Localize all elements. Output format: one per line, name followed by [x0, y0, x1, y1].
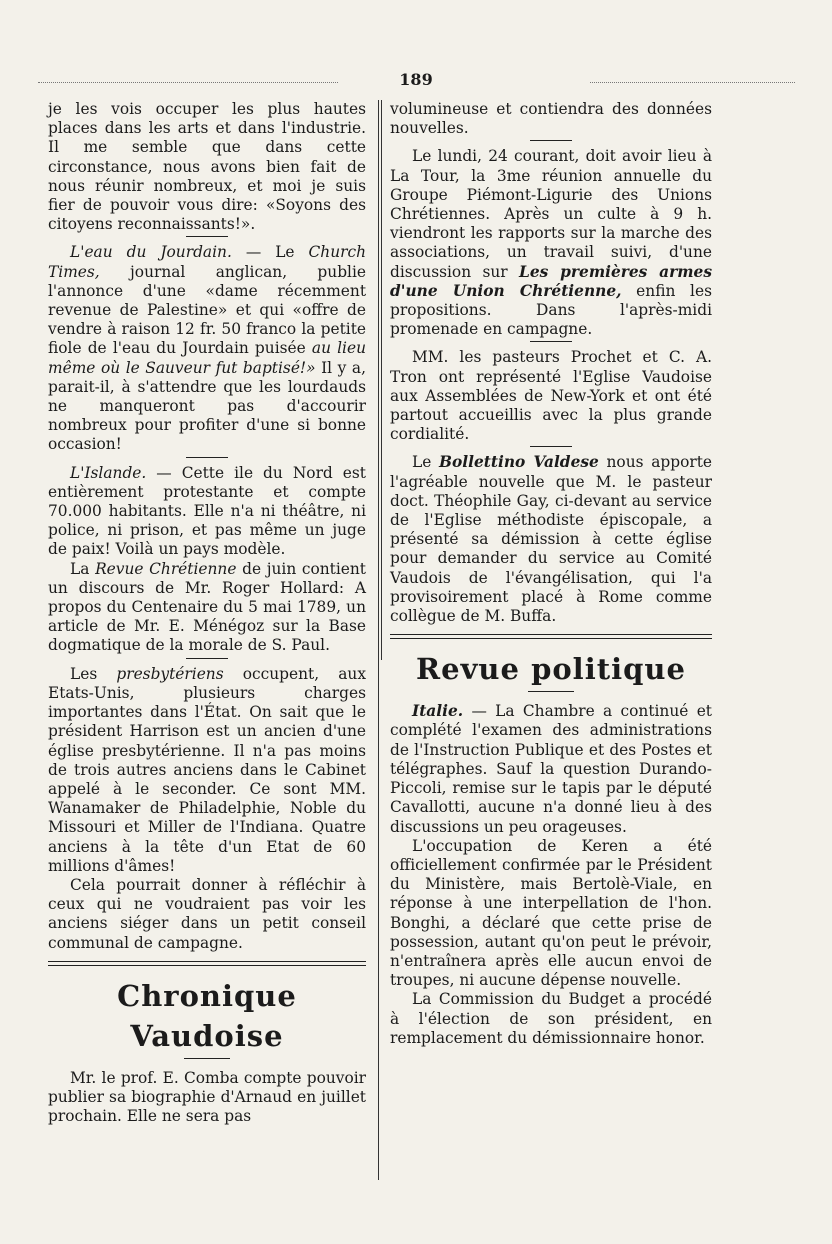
article-gay	[390, 453, 712, 626]
paragraph: L'occupation de Keren a été officiellement confirmée par le Président du Ministère, mais Bertolè-Viale, en réponse à une interpellation de l'hon. Bonghi, a déclaré que cette prise de possession, autant qu'on peut le prévoir, n'entraînera après elle aucun envoi de troupes, ni aucune dépense nouvelle.	[390, 836, 712, 990]
article-islande	[48, 464, 366, 560]
section-title-revue: Revue politique	[416, 652, 686, 687]
double-rule	[390, 634, 712, 639]
article-presbyteriens	[48, 665, 366, 876]
separator	[184, 1058, 230, 1059]
article-unions	[390, 147, 712, 339]
article-jourdain	[48, 243, 366, 454]
text: occupent, aux Etats-Unis, plusieurs charges importantes dans l'État. On sait que le président Harrison est un ancien d'une église presbytérienne. Il n'a pas moins de trois autres anciens dans le Cabinet appelé à le seconder. Ce sont MM. Wanamaker de Philadelphie, Noble du Missouri et Miller de l'Indiana. Quatre anciens à la tête d'un Etat de 60 millions d'âmes!	[48, 664, 367, 875]
left-column	[48, 100, 366, 1126]
right-column	[390, 100, 712, 1048]
page-number: 189	[399, 70, 433, 89]
text: — Cette ile du Nord est entièrement protestante et compte 70.000 habitants. Elle n'a ni théâtre, ni police, ni prison, et pas même un juge de paix! Voilà un pays modèle.	[48, 463, 366, 559]
separator	[530, 446, 572, 447]
text: enfin les propositions. Dans l'après-midi promenade en campagne.	[390, 281, 712, 339]
text: journal anglican, publie l'annonce d'une «dame récemment revenue de Palestine» et qui «offre de vendre à raison 12 fr. 50 franco la petite fiole de l'eau du Jourdain puisée	[48, 262, 366, 358]
column-divider	[378, 100, 379, 1180]
header-rule-right	[590, 82, 795, 83]
paragraph: je les vois occuper les plus hautes places dans les arts et dans l'industrie. Il me semble que dans cette circonstance, nous avons bien fait de nous réunir nombreux, et moi je suis fier de pouvoir vous dire: «Soyons des citoyens reconnaissants!».	[48, 100, 366, 234]
rubric: L'Islande.	[70, 463, 147, 482]
source-title: Church Times,	[48, 243, 367, 281]
rubric: Italie.	[412, 702, 464, 721]
separator	[186, 658, 228, 659]
text: nous apporte l'agréable nouvelle que M. le pasteur doct. Théophile Gay, ci-devant au service de l'Eglise méthodiste épiscopale, a présenté sa démission à cette église pour demander du service au Comité Vaudois de l'évangélisation, qui l'a provisoirement placé à Rome comme collègue de M. Buffa.	[390, 453, 712, 626]
text: Le lundi, 24 courant, doit avoir lieu à La Tour, la 3me réunion annuelle du Groupe Piémont-Ligurie des Unions Chrétiennes. Après un culte à 9 h. viendront les rapports sur la marche des associations, un travail suivi, d'une discussion sur	[390, 147, 712, 281]
paragraph: Mr. le prof. E. Comba compte pouvoir publier sa biographie d'Arnaud en juillet prochain. Elle ne sera pas	[48, 1068, 366, 1126]
text: Les	[70, 664, 117, 683]
separator	[528, 691, 574, 692]
paragraph: volumineuse et contiendra des données nouvelles.	[390, 100, 712, 138]
article-italie	[390, 702, 712, 836]
separator	[530, 140, 572, 141]
emphasis: presbytériens	[116, 664, 224, 683]
paragraph: La Commission du Budget a procédé à l'élection de son président, en remplacement du démissionnaire honor.	[390, 990, 712, 1047]
source-title: Bollettino Valdese	[439, 453, 599, 472]
separator	[530, 341, 572, 342]
text: de juin contient un discours de Mr. Roger Hollard: A propos du Centenaire du 5 mai 1789, un article de Mr. E. Ménégoz sur la Base dogmatique de la morale de S. Paul.	[48, 559, 366, 655]
paragraph: Cela pourrait donner à réfléchir à ceux qui ne voudraient pas voir les anciens siéger dans un petit conseil communal de campagne.	[48, 875, 366, 952]
text: La	[70, 559, 96, 578]
double-rule	[48, 961, 366, 966]
text: — Le	[231, 243, 309, 262]
header-rule-left	[38, 82, 338, 83]
emphasis: Les premières armes d'une Union Chrétienne,	[390, 262, 712, 300]
quote: au lieu même où le Sauveur fut baptisé!»	[48, 339, 366, 377]
rubric: L'eau du Jourdain.	[70, 243, 232, 262]
paragraph	[48, 560, 366, 656]
separator	[186, 457, 228, 458]
section-title-chronique: Chronique Vaudoise	[117, 978, 297, 1053]
text: — La Chambre a continué et complété l'examen des administrations de l'Instruction Publique et des Postes et télégraphes. Sauf la question Durando-Piccoli, remise sur le tapis par le député Cavallotti, aucune n'a donné lieu à des discussions un peu orageuses.	[390, 702, 712, 836]
text: Il y a, parait-il, à s'attendre que les lourdauds ne manqueront pas d'accourir nombreux pour profiter d'une si bonne occasion!	[48, 358, 366, 454]
source-title: Revue Chrétienne	[95, 559, 237, 578]
paragraph: MM. les pasteurs Prochet et C. A. Tron ont représenté l'Eglise Vaudoise aux Assemblées de New-York et ont été partout accueillis avec la plus grande cordialité.	[390, 348, 712, 444]
text: Le	[412, 453, 440, 472]
separator	[186, 236, 228, 237]
